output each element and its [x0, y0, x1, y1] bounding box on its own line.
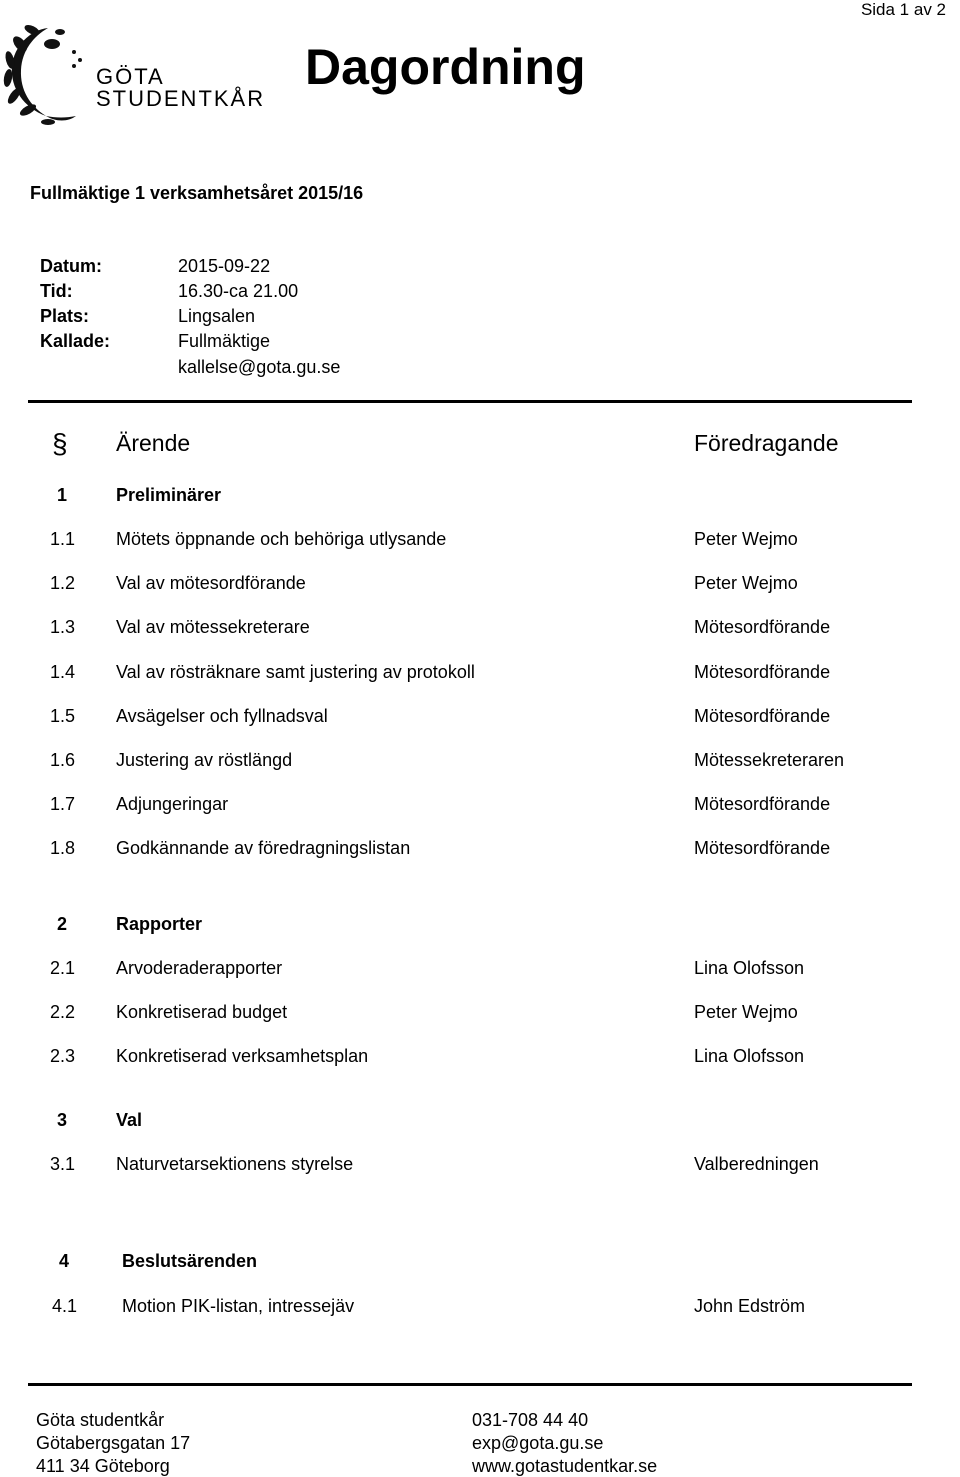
section-title: Val [116, 1110, 143, 1130]
meta-label-plats: Plats: [40, 306, 90, 326]
section-title: Rapporter [116, 914, 203, 934]
footer-city: 411 34 Göteborg [36, 1456, 170, 1476]
item-presenter: Lina Olofsson [694, 958, 805, 978]
item-text: Godkännande av föredragningslistan [116, 838, 411, 858]
item-text: Avsägelser och fyllnadsval [116, 706, 328, 726]
meta-value-datum: 2015-09-22 [178, 256, 271, 276]
meta-value-kallade: Fullmäktige [178, 331, 271, 351]
section-number: 4 [59, 1251, 70, 1271]
item-presenter: Peter Wejmo [694, 573, 798, 593]
page-number: Sida 1 av 2 [860, 0, 946, 19]
item-presenter: Peter Wejmo [694, 529, 798, 549]
paragraph-symbol: § [52, 428, 68, 459]
header-foredragande: Föredragande [694, 430, 839, 456]
item-presenter: Mötesordförande [694, 794, 831, 814]
wreath-icon [0, 18, 100, 128]
item-text: Justering av röstlängd [116, 750, 293, 770]
item-text: Naturvetarsektionens styrelse [116, 1154, 354, 1174]
item-number: 1.6 [50, 750, 76, 770]
item-presenter: Mötesordförande [694, 706, 831, 726]
item-number: 1.5 [50, 706, 76, 726]
item-number: 2.2 [50, 1002, 76, 1022]
item-text: Konkretiserad verksamhetsplan [116, 1046, 369, 1066]
item-number: 2.1 [50, 958, 76, 978]
section-number: 2 [57, 914, 68, 934]
section-number: 1 [57, 485, 68, 505]
section-title: Beslutsärenden [122, 1251, 258, 1271]
item-number: 1.7 [50, 794, 76, 814]
meta-label-tid: Tid: [40, 281, 73, 301]
item-number: 1.8 [50, 838, 76, 858]
item-text: Val av rösträknare samt justering av protokoll [116, 662, 475, 682]
item-presenter: Mötesordförande [694, 662, 831, 682]
item-presenter: Mötessekreteraren [694, 750, 845, 770]
footer-org-name: Göta studentkår [36, 1410, 165, 1430]
item-number: 1.2 [50, 573, 76, 593]
item-text: Adjungeringar [116, 794, 229, 814]
page-title: Dagordning [305, 39, 586, 95]
footer-email[interactable]: exp@gota.gu.se [472, 1433, 604, 1453]
divider-bottom [28, 1383, 912, 1386]
item-presenter: Valberedningen [694, 1154, 819, 1174]
section-number: 3 [57, 1110, 68, 1130]
meta-value-email: kallelse@gota.gu.se [178, 357, 341, 377]
item-number: 1.4 [50, 662, 76, 682]
item-text: Arvoderaderapporter [116, 958, 283, 978]
section-title: Preliminärer [116, 485, 222, 505]
meta-label-datum: Datum: [40, 256, 102, 276]
item-presenter: Peter Wejmo [694, 1002, 798, 1022]
item-presenter: Lina Olofsson [694, 1046, 805, 1066]
item-presenter: John Edström [694, 1296, 806, 1316]
meta-value-tid: 16.30-ca 21.00 [178, 281, 299, 301]
meta-label-kallade: Kallade: [40, 331, 111, 351]
item-number: 1.1 [50, 529, 76, 549]
footer-website[interactable]: www.gotastudentkar.se [472, 1456, 658, 1476]
footer-street: Götabergsgatan 17 [36, 1433, 191, 1453]
item-presenter: Mötesordförande [694, 617, 831, 637]
item-number: 2.3 [50, 1046, 76, 1066]
item-text: Val av mötesordförande [116, 573, 306, 593]
logo-text-line1: GÖTA [96, 64, 165, 89]
meeting-subtitle: Fullmäktige 1 verksamhetsåret 2015/16 [30, 183, 364, 203]
item-number: 4.1 [52, 1296, 78, 1316]
item-text: Konkretiserad budget [116, 1002, 288, 1022]
item-number: 3.1 [50, 1154, 76, 1174]
footer-phone: 031-708 44 40 [472, 1410, 589, 1430]
item-text: Mötets öppnande och behöriga utlysande [116, 529, 447, 549]
item-text: Val av mötessekreterare [116, 617, 310, 637]
header-arende: Ärende [116, 430, 191, 456]
item-number: 1.3 [50, 617, 76, 637]
item-presenter: Mötesordförande [694, 838, 831, 858]
item-text: Motion PIK-listan, intressejäv [122, 1296, 355, 1316]
divider-top [28, 400, 912, 403]
logo-text-line2: STUDENTKÅR [96, 86, 266, 111]
meta-value-plats: Lingsalen [178, 306, 256, 326]
